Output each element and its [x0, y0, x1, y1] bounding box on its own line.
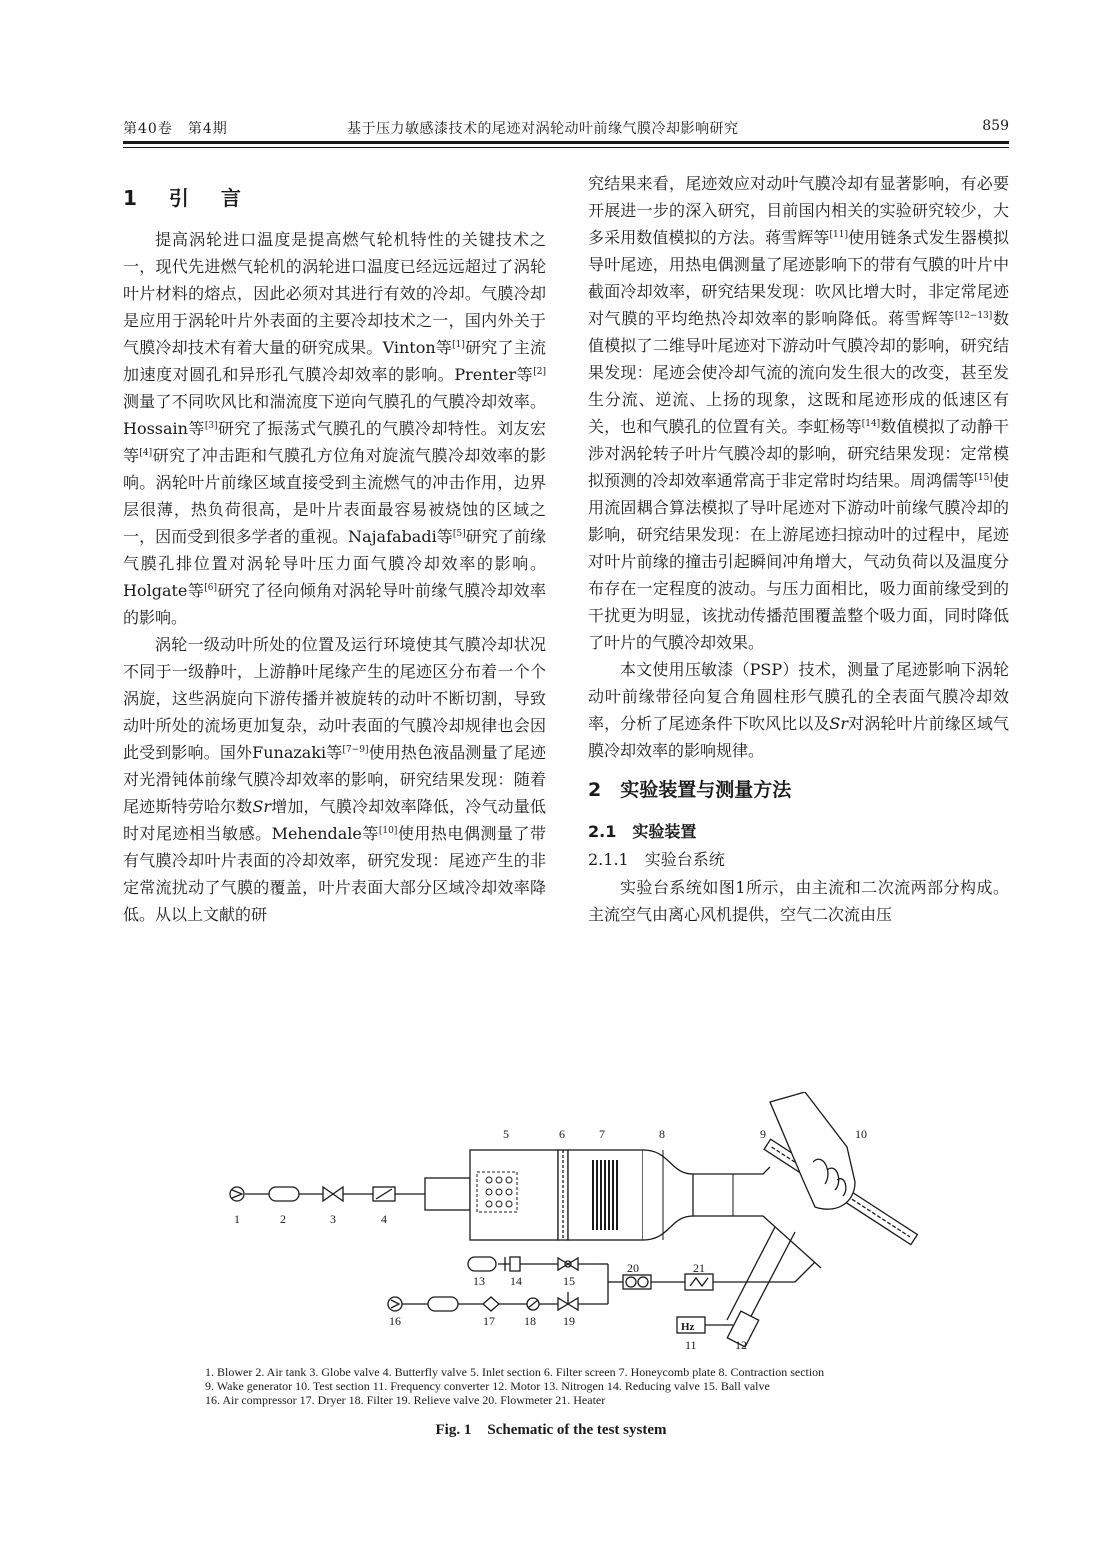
subsection-heading: 2.1 实验装置	[588, 822, 697, 841]
globe-valve-symbol	[323, 1187, 343, 1201]
dryer-symbol	[483, 1297, 499, 1311]
citation: [1]	[452, 340, 465, 350]
honeycomb-plate	[593, 1160, 617, 1230]
running-header	[123, 116, 1009, 138]
label-13: 13	[473, 1274, 485, 1288]
ball-valve-symbol	[558, 1258, 578, 1270]
running-title: 基于压力敏感漆技术的尾迹对涡轮动叶前缘气膜冷却影响研究	[347, 121, 739, 137]
citation: [5]	[452, 529, 466, 539]
figure-legend	[205, 1365, 965, 1407]
paragraph: 提高涡轮进口温度是提高燃气轮机特性的关键技术之一，现代先进燃气轮机的涡轮进口温度已经远远超过了涡轮叶片材料的熔点，因此必须对其进行有效的冷却。气膜冷却是应用于涡轮叶片外表面的主要冷却技术之一，国内外关于气膜冷却技术有着大量的研究成果。Vinton等[1]研究了主流加速度对圆孔和异形孔气膜冷却效率的影响。Prenter等[2]测量了不同吹风比和湍流度下逆向气膜孔的气膜冷却效率。Hossain等[3]研究了振荡式气膜孔的气膜冷却特性。刘友宏等[4]研究了冲击距和气膜孔方位角对旋流气膜冷却效率的影响。涡轮叶片前缘区域直接受到主流燃气的冲击作用，边界层很薄，热负荷很高，是叶片表面最容易被烧蚀的区域之一，因而受到很多学者的重视。Najafabadi等[5]研究了前缘气膜孔排位置对涡轮导叶压力面气膜冷却效率的影响。Holgate等[6]研究了径向倾角对涡轮导叶前缘气膜冷却效率的影响。	[123, 230, 546, 627]
label-4: 4	[381, 1212, 387, 1226]
label-7: 7	[599, 1127, 605, 1141]
figure-number: Fig. 1	[435, 1422, 472, 1438]
label-10: 10	[855, 1127, 867, 1141]
figure-caption	[0, 1422, 1102, 1439]
hz-label: Hz	[681, 1321, 695, 1333]
label-18: 18	[524, 1314, 536, 1328]
subsubsection-heading: 2.1.1 实验台系统	[588, 850, 725, 869]
label-11: 11	[685, 1338, 697, 1352]
citation: [7−9]	[342, 745, 369, 755]
citation: [10]	[378, 826, 398, 836]
air-tank-symbol	[269, 1187, 299, 1201]
left-column	[123, 178, 546, 928]
strouhal-symbol: Sr	[252, 797, 272, 816]
journal-volume-issue: 第40卷 第4期	[123, 121, 228, 137]
paragraph: 本文使用压敏漆（PSP）技术，测量了尾迹影响下涡轮动叶前缘带径向复合角圆柱形气膜孔的全表面气膜冷却效率，分析了尾迹条件下吹风比以及Sr对涡轮叶片前缘区域气膜冷却效率的影响规律。	[588, 660, 1009, 760]
paragraph: 究结果来看，尾迹效应对动叶气膜冷却有显著影响，有必要开展进一步的深入研究，目前国内相关的实验研究较少，大多采用数值模拟的方法。蒋雪辉等[11]使用链条式发生器模拟导叶尾迹，用热电偶测量了尾迹影响下的带有气膜的叶片中截面冷却效率，研究结果发现：吹风比增大时，非定常尾迹对气膜的平均绝热冷却效率的影响降低。蒋雪辉等[12−13]数值模拟了二维导叶尾迹对下游动叶气膜冷却的影响，研究结果发现：尾迹会使冷却气流的流向发生很大的改变，甚至发生分流、逆流、上扬的现象，这既和尾迹形成的低速区有关，也和气膜孔的位置有关。李虹杨等[14]数值模拟了动静干涉对涡轮转子叶片气膜冷却的影响，研究结果发现：定常模拟预测的冷却效率通常高于非定常时均结果。周鸿儒等[15]使用流固耦合算法模拟了导叶尾迹对下游动叶前缘气膜冷却的影响，研究结果发现：在上游尾迹扫掠动叶的过程中，尾迹对叶片前缘的撞击引起瞬间冲角增大，气动负荷以及温度分布存在一定程度的波动。与压力面相比，吸力面前缘受到的干扰更为明显，该扰动传播范围覆盖整个吸力面，同时降低了叶片的气膜冷却效果。	[588, 174, 1009, 652]
label-8: 8	[659, 1127, 665, 1141]
figure-title: Schematic of the test system	[487, 1422, 667, 1438]
citation: [3]	[204, 421, 218, 431]
label-5: 5	[503, 1127, 509, 1141]
label-20: 20	[627, 1261, 639, 1275]
right-column	[588, 170, 1009, 928]
citation: [2]	[533, 367, 546, 377]
citation: [6]	[204, 583, 218, 593]
paragraph: 涡轮一级动叶所处的位置及运行环境使其气膜冷却状况不同于一级静叶，上游静叶尾缘产生的尾迹区分布着一个个涡旋，这些涡旋向下游传播并被旋转的动叶不断切割，导致动叶所处的流场更加复杂，动叶表面的气膜冷却规律也会因此受到影响。国外Funazaki等[7−9]使用热色液晶测量了尾迹对光滑钝体前缘气膜冷却效率的影响，研究结果发现：随着尾迹斯特劳哈尔数Sr增加，气膜冷却效率降低，冷气动量低时对尾迹相当敏感。Mehendale等[10]使用热电偶测量了带有气膜冷却叶片表面的冷却效率，研究发现：尾迹产生的非定常流扰动了气膜的覆盖，叶片表面大部分区域冷却效率降低。从以上文献的研	[123, 635, 546, 924]
paragraph: 实验台系统如图1所示，由主流和二次流两部分构成。主流空气由离心风机提供，空气二次流由压	[588, 878, 1009, 924]
inlet-section	[470, 1150, 558, 1240]
citation: [12−13]	[954, 311, 993, 321]
section-heading-introduction: 1 引 言	[123, 186, 247, 210]
figure-schematic	[215, 1092, 935, 1354]
label-21: 21	[693, 1261, 705, 1275]
legend-line: 1. Blower 2. Air tank 3. Globe valve 4. Butterfly valve 5. Inlet section 6. Filter screen 7. Honeycomb plate 8. Contraction section	[205, 1365, 825, 1379]
label-6: 6	[559, 1127, 565, 1141]
label-2: 2	[280, 1212, 286, 1226]
citation: [14]	[861, 419, 881, 429]
citation: [15]	[974, 473, 993, 483]
label-12: 12	[735, 1338, 747, 1352]
legend-line: 9. Wake generator 10. Test section 11. Frequency converter 12. Motor 13. Nitrogen 14. Reducing valve 15. Ball valve	[205, 1379, 770, 1393]
citation: [4]	[139, 448, 153, 458]
page-number: 859	[982, 118, 1009, 134]
label-14: 14	[510, 1274, 522, 1288]
label-16: 16	[389, 1314, 401, 1328]
label-3: 3	[330, 1212, 336, 1226]
header-rule-thick	[123, 141, 1009, 144]
section-heading-method: 2 实验装置与测量方法	[588, 779, 792, 801]
label-1: 1	[234, 1212, 240, 1226]
legend-line: 16. Air compressor 17. Dryer 18. Filter 19. Relieve valve 20. Flowmeter 21. Heater	[205, 1393, 606, 1407]
test-system-schematic	[215, 1092, 935, 1354]
header-rule-thin	[123, 147, 1009, 148]
strouhal-symbol: Sr	[829, 714, 849, 733]
citation: [11]	[829, 230, 848, 240]
label-17: 17	[483, 1314, 495, 1328]
flowmeter-symbol	[623, 1275, 651, 1289]
label-19: 19	[563, 1314, 575, 1328]
label-9: 9	[760, 1127, 766, 1141]
test-section-duct	[693, 1167, 821, 1268]
nitrogen-tank-symbol	[468, 1257, 496, 1271]
label-15: 15	[563, 1274, 575, 1288]
contraction-section	[643, 1150, 693, 1240]
reducing-valve-symbol	[510, 1257, 520, 1271]
